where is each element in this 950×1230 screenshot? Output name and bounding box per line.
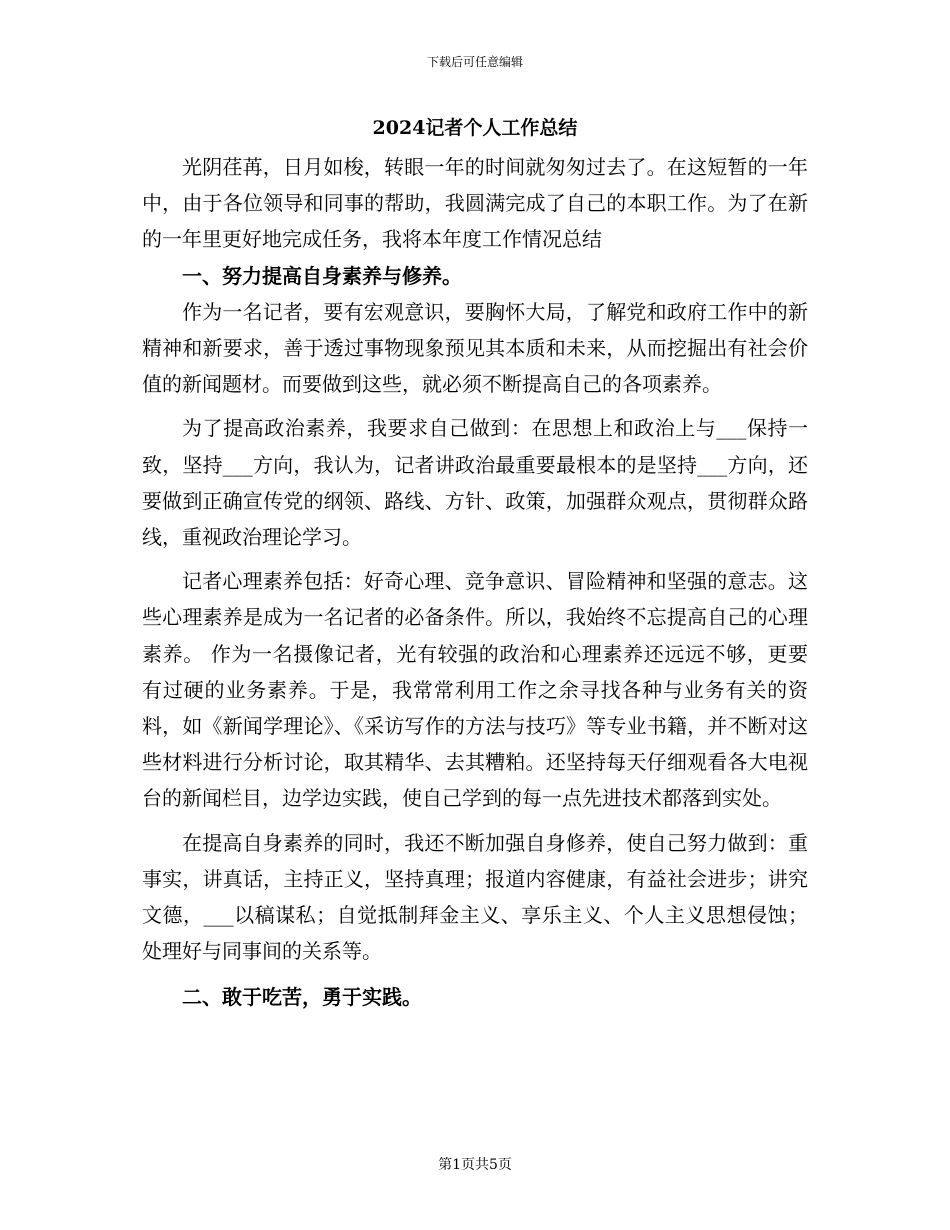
body-paragraph-1: 作为一名记者，要有宏观意识，要胸怀大局，了解党和政府工作中的新精神和新要求，善于透过事物现象预见其本质和未来，从而挖掘出有社会价值的新闻题材。而要做到这些，就必须不断提高自己的各项素养。 xyxy=(142,299,808,397)
header-note: 下载后可任意编辑 xyxy=(426,55,523,69)
document-body xyxy=(142,149,808,1016)
body-paragraph-3: 记者心理素养包括：好奇心理、竞争意识、冒险精神和坚强的意志。这些心理素养是成为一名记者的必备条件。所以，我始终不忘提高自己的心理素养。 作为一名摄像记者，光有较强的政治和心理素养还远远不够，更要有过硬的业务素养。于是，我常常利用工作之余寻找各种与业务有关的资料，如《新闻学理论》、《采访写作的方法与技巧》等专业书籍，并不断对这些材料进行分析讨论，取其精华、去其糟粕。还坚持每天仔细观看各大电视台的新闻栏目，边学边实践，使自己学到的每一点先进技术都落到实处。 xyxy=(142,569,808,811)
body-paragraph-2: 为了提高政治素养，我要求自己做到：在思想上和政治上与___保持一致，坚持___方向，我认为，记者讲政治最重要最根本的是坚持___方向，还要做到正确宣传党的纲领、路线、方针、政策，加强群众观点，贯彻群众路线，重视政治理论学习。 xyxy=(142,416,808,550)
section-heading-2: 二、敢于吃苦，勇于实践。 xyxy=(182,985,422,1010)
intro-paragraph: 光阴荏苒，日月如梭，转眼一年的时间就匆匆过去了。在这短暂的一年中，由于各位领导和同事的帮助，我圆满完成了自己的本职工作。为了在新的一年里更好地完成任务，我将本年度工作情况总结 xyxy=(142,155,808,252)
section-heading-1: 一、努力提高自身素养与修养。 xyxy=(182,263,462,288)
page-footer: 第1页共5页 xyxy=(438,1157,512,1173)
document-title: 2024记者个人工作总结 xyxy=(372,117,578,139)
body-paragraph-4: 在提高自身素养的同时，我还不断加强自身修养，使自己努力做到：重事实，讲真话，主持正义，坚持真理；报道内容健康，有益社会进步；讲究文德，___以稿谋私；自觉抵制拜金主义、享乐主义、个人主义思想侵蚀；处理好与同事间的关系等。 xyxy=(142,830,808,964)
